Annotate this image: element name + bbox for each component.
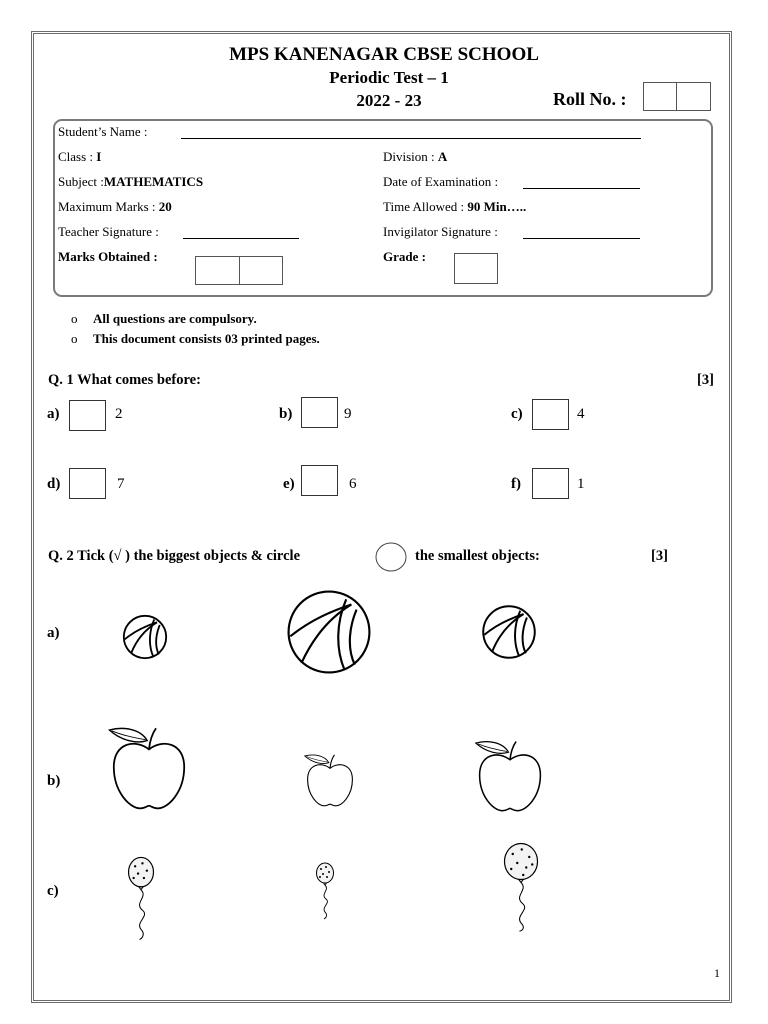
q1-answer-box[interactable] xyxy=(69,400,106,431)
academic-year: 2022 - 23 xyxy=(356,91,422,110)
max-marks-value: 20 xyxy=(158,199,172,214)
bullet-icon: o xyxy=(71,331,78,346)
circle-icon xyxy=(374,541,408,573)
marks-obtained-box[interactable] xyxy=(195,256,283,285)
q1-number: 7 xyxy=(117,476,125,492)
q1-option-label: a) xyxy=(47,406,60,422)
balloon-icon[interactable] xyxy=(312,862,338,922)
q1-option-label: c) xyxy=(511,406,523,422)
teacher-signature-label: Teacher Signature : xyxy=(58,224,159,239)
q1-option-label: e) xyxy=(283,476,295,492)
division-value: A xyxy=(437,149,448,164)
grade-label: Grade : xyxy=(383,249,426,264)
subject-value: MATHEMATICS xyxy=(103,174,204,189)
q1-number: 6 xyxy=(349,476,357,492)
apple-icon[interactable] xyxy=(105,722,193,812)
q1-answer-box[interactable] xyxy=(532,468,569,499)
balloon-icon[interactable] xyxy=(126,856,156,944)
question-2-marks: [3] xyxy=(651,548,668,564)
invigilator-signature-line[interactable] xyxy=(523,238,640,239)
class-field xyxy=(58,149,101,165)
q1-number: 2 xyxy=(115,406,123,422)
apple-icon[interactable] xyxy=(302,751,358,808)
q2-row-label: a) xyxy=(47,625,60,641)
question-1-marks: [3] xyxy=(697,372,714,388)
q1-answer-box[interactable] xyxy=(69,468,106,499)
max-marks-field xyxy=(58,199,172,215)
grade-box[interactable] xyxy=(454,253,498,284)
time-label: Time Allowed : xyxy=(383,199,465,214)
marks-obtained-label: Marks Obtained : xyxy=(58,249,158,264)
instruction-item: o This document consists 03 printed pages. xyxy=(71,331,320,346)
school-name: MPS KANENAGAR CBSE SCHOOL xyxy=(229,44,539,65)
max-marks-label: Maximum Marks : xyxy=(58,199,156,214)
invigilator-signature-label: Invigilator Signature : xyxy=(383,224,498,239)
ball-icon[interactable] xyxy=(122,614,168,660)
instruction-item: o All questions are compulsory. xyxy=(71,311,257,326)
roll-number-label: Roll No. : xyxy=(553,89,627,109)
division-field xyxy=(383,149,447,165)
q2-row-label: c) xyxy=(47,883,59,899)
q1-option-label: f) xyxy=(511,476,521,492)
test-title: Periodic Test – 1 xyxy=(329,68,449,87)
date-line[interactable] xyxy=(523,188,640,189)
q1-option-label: d) xyxy=(47,476,61,492)
q1-answer-box[interactable] xyxy=(301,465,338,496)
class-label: Class : xyxy=(58,149,94,164)
q1-answer-box[interactable] xyxy=(532,399,569,430)
time-value: 90 Min….. xyxy=(467,199,527,214)
ball-icon[interactable] xyxy=(286,589,372,675)
subject-label: Subject : xyxy=(58,174,104,189)
q2-row-label: b) xyxy=(47,773,61,789)
student-name-line[interactable] xyxy=(181,138,641,139)
balloon-icon[interactable] xyxy=(496,842,546,932)
page-number: 1 xyxy=(714,966,720,980)
teacher-signature-line[interactable] xyxy=(183,238,299,239)
date-label: Date of Examination : xyxy=(383,174,499,189)
student-name-label: Student’s Name : xyxy=(58,124,148,139)
question-2-title-part2: the smallest objects: xyxy=(415,548,540,564)
q1-number: 4 xyxy=(577,406,585,422)
class-value: I xyxy=(96,149,102,164)
division-label: Division : xyxy=(383,149,435,164)
ball-icon[interactable] xyxy=(481,604,537,660)
q1-answer-box[interactable] xyxy=(301,397,338,428)
q1-number: 9 xyxy=(344,406,352,422)
roll-number-box[interactable] xyxy=(643,82,711,111)
apple-icon[interactable] xyxy=(472,737,548,813)
bullet-icon: o xyxy=(71,311,78,326)
question-1-title: Q. 1 What comes before: xyxy=(48,372,201,388)
question-2-title-part1: Q. 2 Tick (√ ) the biggest objects & circle xyxy=(48,548,301,564)
q1-number: 1 xyxy=(577,476,585,492)
time-field xyxy=(383,199,526,215)
q1-option-label: b) xyxy=(279,406,293,422)
subject-field xyxy=(58,174,203,190)
